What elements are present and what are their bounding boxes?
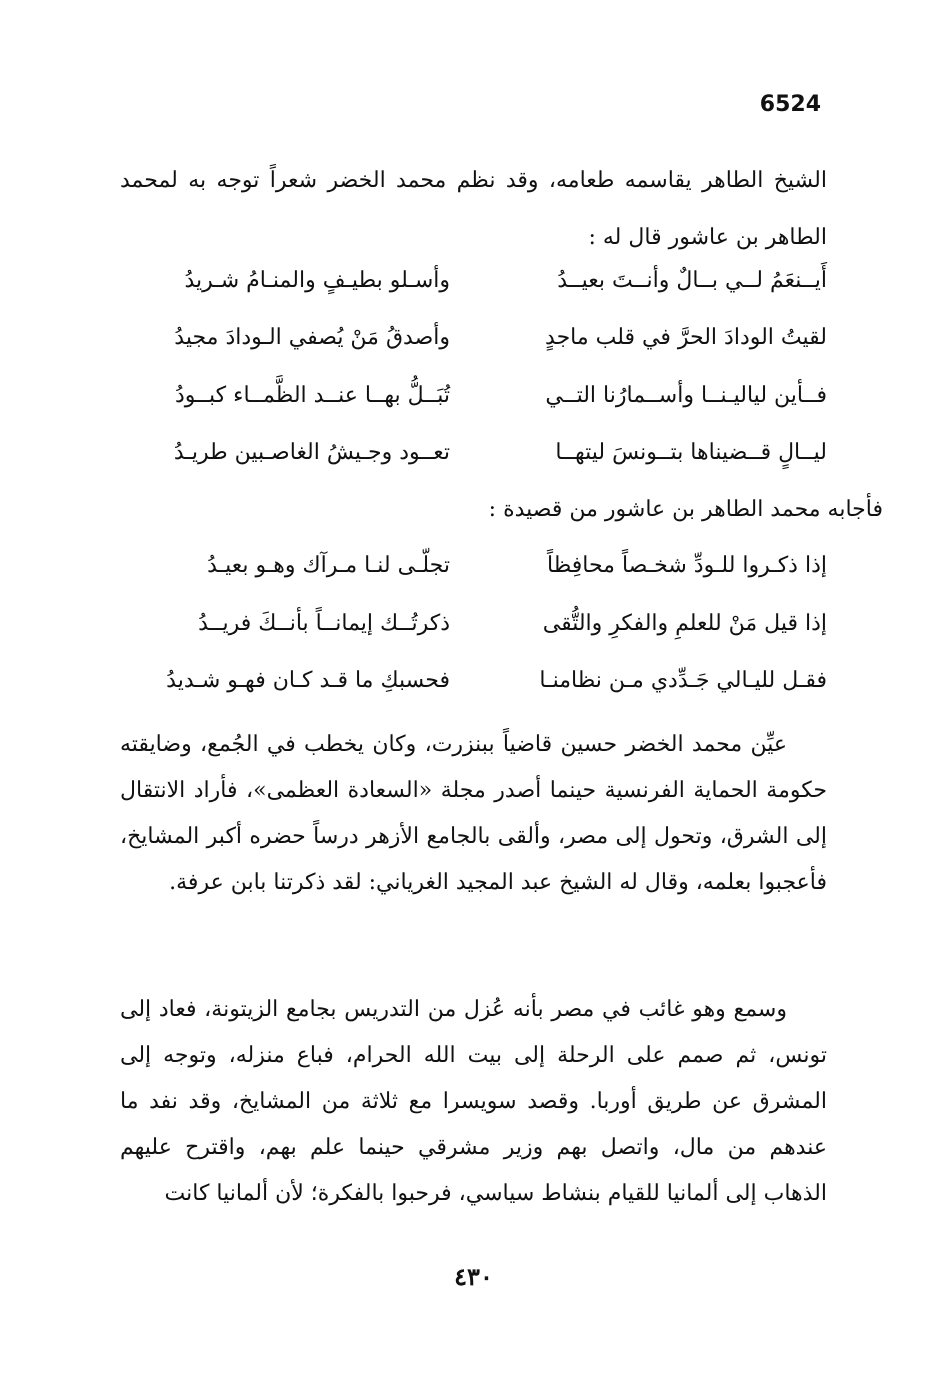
page-number: ٤٣٠ [454, 1262, 493, 1291]
poem1-verse [120, 440, 827, 470]
verse-hemistich-first: إذا ذكـروا للـودِّ شخـصاً محافِظاً [547, 553, 827, 578]
verse-hemistich-second: وأسـلو بطيـفٍ والمنـامُ شـريدُ [184, 268, 450, 293]
poem1-verse [120, 268, 827, 298]
poem2-verse [120, 553, 827, 583]
verse-hemistich-second: تجلّـى لنـا مـرآك وهـو بعيـدُ [207, 553, 450, 578]
paragraph-biography: عيِّن محمد الخضر حسين قاضياً ببنزرت، وكان يخطب في الجُمع، وضايقته حكومة الحماية الفرنسية حينما أصدر مجلة «السعادة العظمى»، فأراد الانتقال إلى الشرق، وتحول إلى مصر، وألقى بالجامع الأزهر درساً حضره أكبر المشايخ، فأعجبوا بعلمه، وقال له الشيخ عبد المجيد الغرياني: لقد ذكرتنا بابن عرفة. [120, 732, 827, 895]
paragraph-travel: وسمع وهو غائب في مصر بأنه عُزل من التدريس بجامع الزيتونة، فعاد إلى تونس، ثم صمم على الرحلة إلى بيت الله الحرام، فباع منزله، وتوجه إلى المشرق عن طريق أوربا. وقصد سويسرا مع ثلاثة من المشايخ، وقد نفد ما عندهم من مال، واتصل بهم وزير مشرقي حينما علم بهم، واقترح عليهم الذهاب إلى ألمانيا للقيام بنشاط سياسي، فرحبوا بالفكرة؛ لأن ألمانيا كانت [120, 997, 827, 1206]
verse-hemistich-first: إذا قيل مَنْ للعلمِ والفكرِ والتُّقى [542, 611, 827, 636]
verse-hemistich-first: ليــالٍ قــضيناها بتــونسَ ليتهــا [555, 440, 827, 465]
verse-hemistich-first: فــأين لياليـنــا وأســمارُنا التــي [545, 383, 827, 408]
page-id: 6524 [759, 92, 821, 117]
paragraph-intro: الشيخ الطاهر يقاسمه طعامه، وقد نظم محمد الخضر شعراً توجه به لمحمد الطاهر بن عاشور قال له : [120, 168, 827, 250]
verse-hemistich-first: فقـل لليـالي جَـدِّدي مـن نظامنـا [539, 668, 827, 693]
poem1-verse [120, 325, 827, 355]
verse-hemistich-second: تُبَــلُّ بهــا عنــد الظَّمــاء كبــودُ [174, 383, 450, 408]
reply-intro: فأجابه محمد الطاهر بن عاشور من قصيدة : [488, 497, 883, 522]
poem2-verse [120, 668, 827, 698]
verse-hemistich-first: أَيــنعَمُ لــي بــالٌ وأنــتَ بعيــدُ [557, 268, 827, 293]
verse-hemistich-second: وأصدقُ مَنْ يُصفي الـودادَ مجيدُ [174, 325, 450, 350]
verse-hemistich-second: فحسبكِ ما قـد كـان فهـو شـديدُ [166, 668, 450, 693]
poem1-verse [120, 383, 827, 413]
verse-hemistich-first: لقيتُ الودادَ الحرَّ في قلب ماجدٍ [545, 325, 827, 350]
poem2-verse [120, 611, 827, 641]
verse-hemistich-second: تعــود وجـيشُ الغاصـبين طريـدُ [173, 440, 450, 465]
verse-hemistich-second: ذكرتُــك إيمانــاً بأنــكَ فريــدُ [198, 611, 450, 636]
